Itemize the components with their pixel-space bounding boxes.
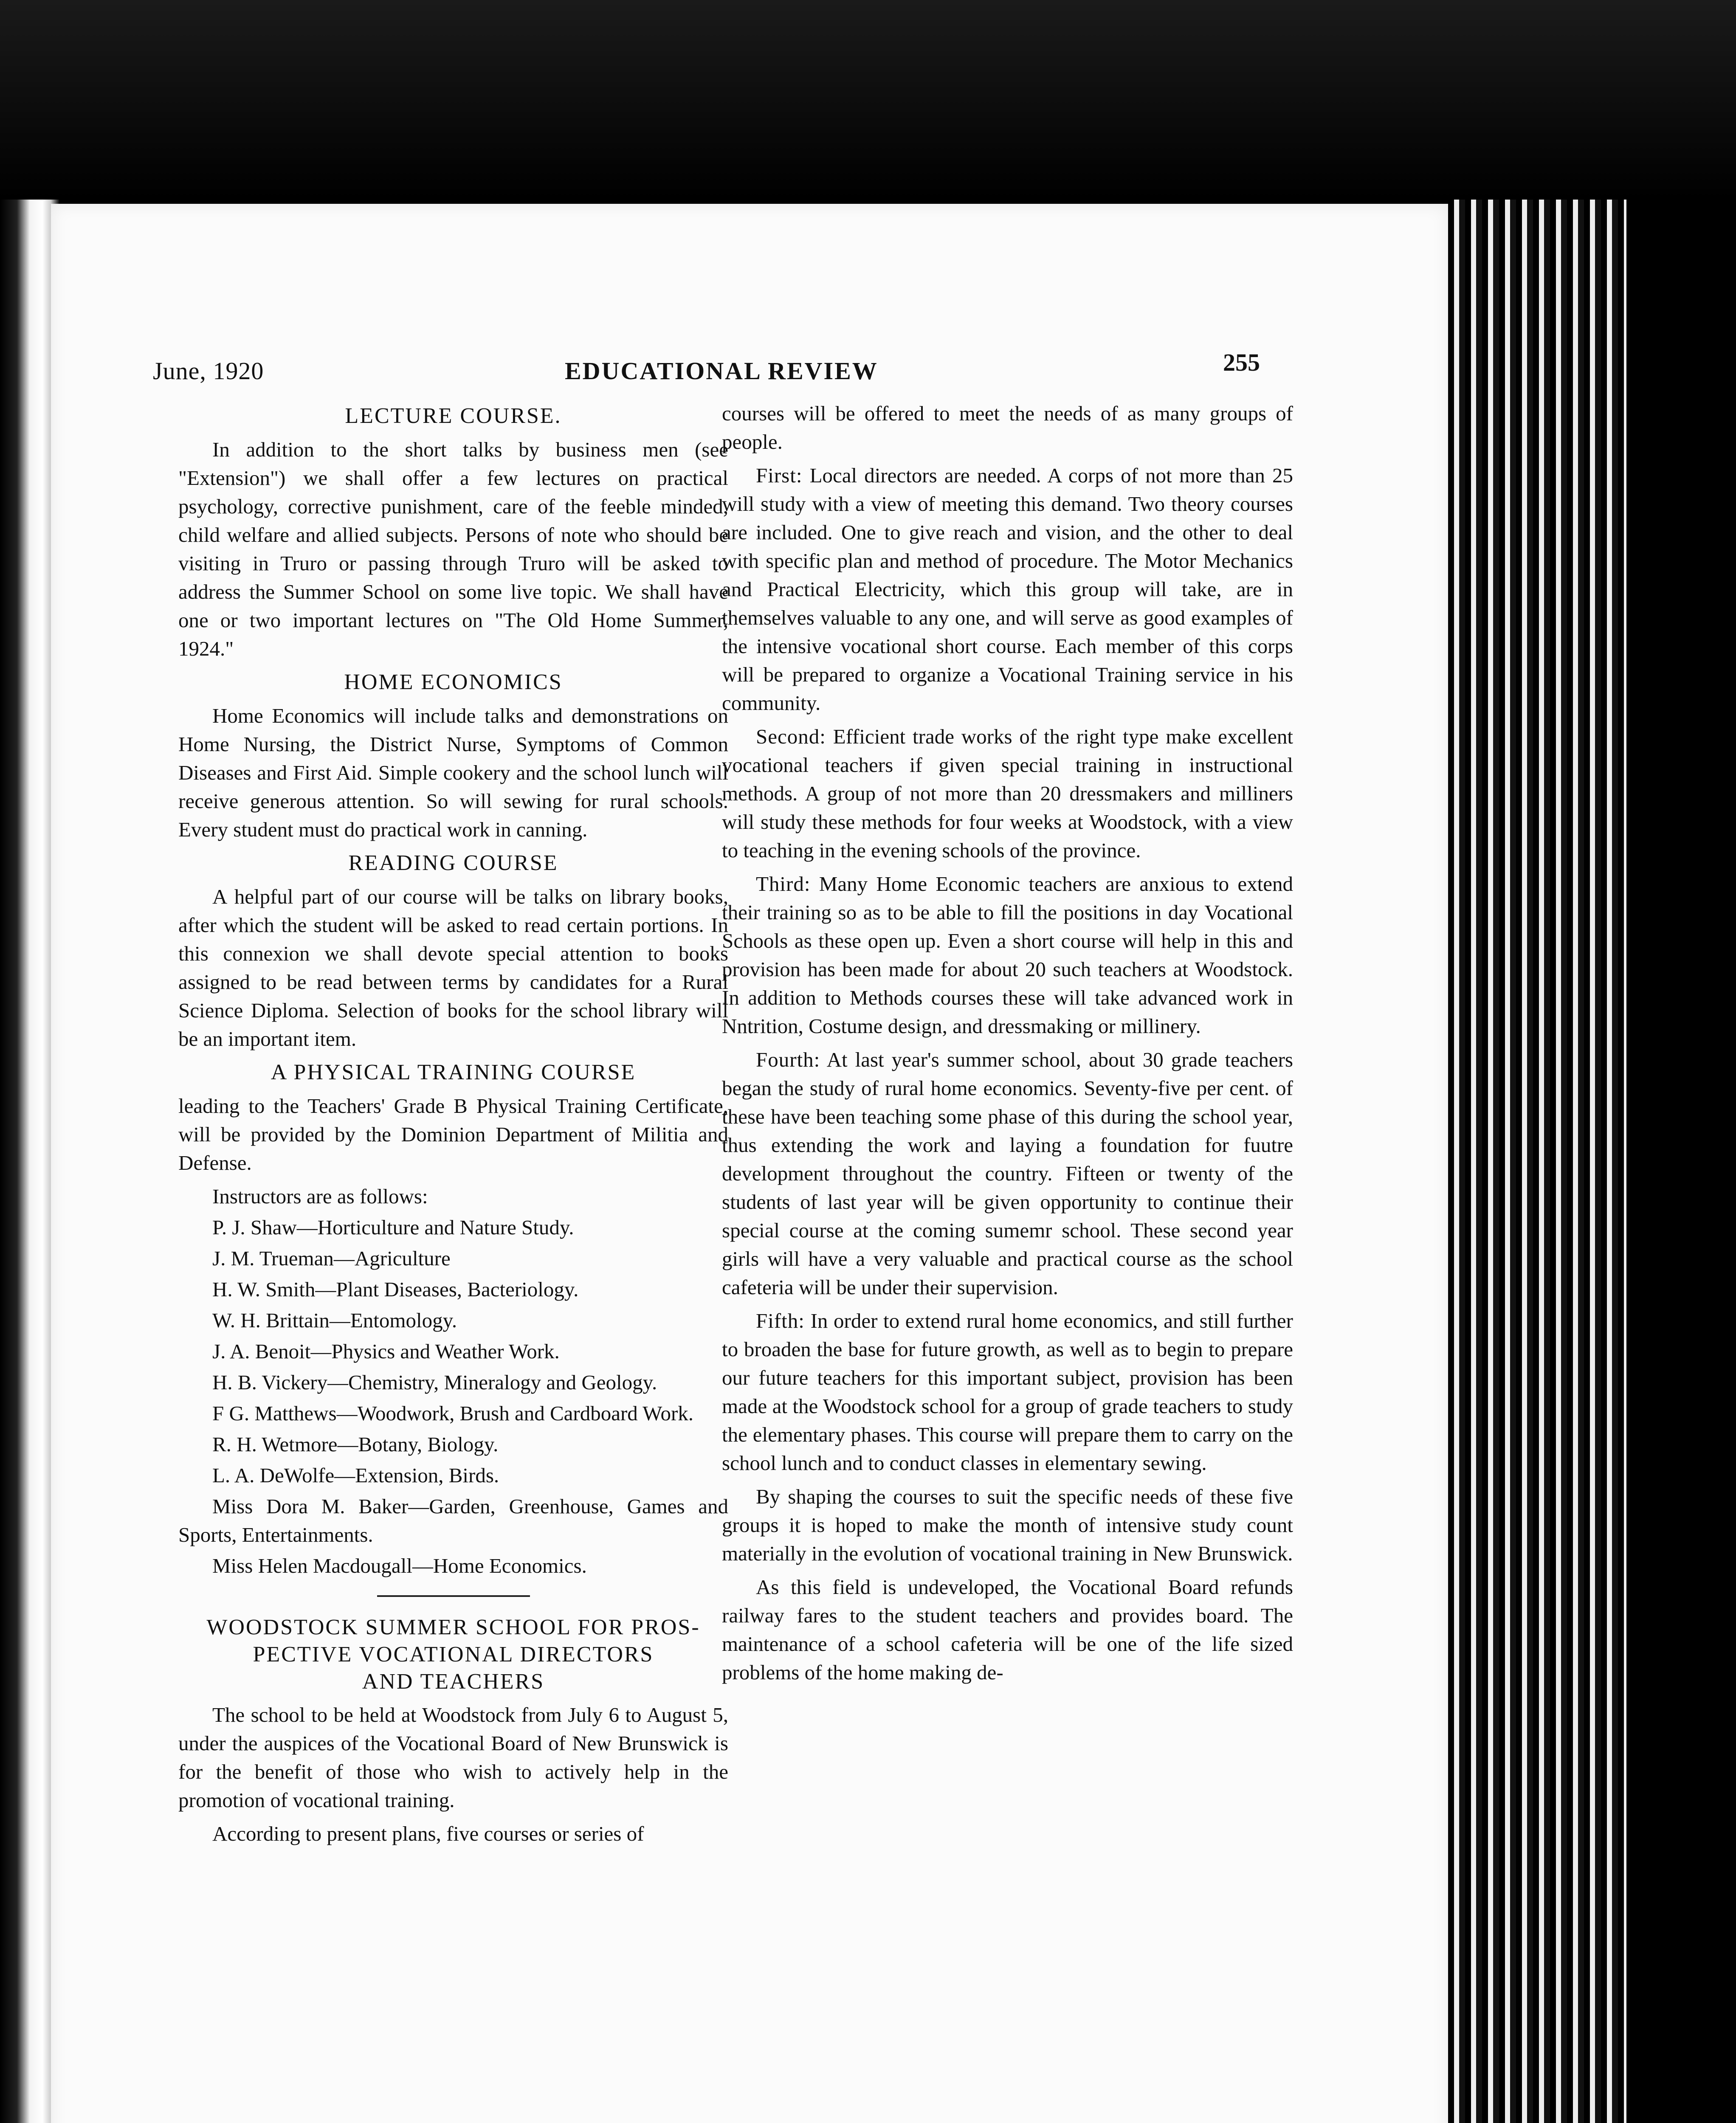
book-page-edges <box>1448 200 1626 2123</box>
section-second <box>722 722 1293 864</box>
scan-background-top <box>0 0 1736 200</box>
reading-course-heading: READING COURSE <box>348 851 558 875</box>
woodstock-heading-line3: AND TEACHERS <box>362 1670 545 1694</box>
instructor-item: Miss Dora M. Baker—Garden, Greenhouse, Games and Sports, Entertainments. <box>178 1495 728 1546</box>
instructor-item: W. H. Brittain—Entomology. <box>212 1309 457 1332</box>
section-text: Many Home Economic teachers are anxious to extend their training so as to be able to fill the positions in day Vocational Schools as these open up. Even a short course will help in this and provision has been made for about 20 such teachers at Woodstock. In addition to Methods courses these will take advanced work in Nntrition, Costume design, and dressmaking or millinery. <box>722 872 1294 1038</box>
section-text: In order to extend rural home economics, and still further to broaden the base for future growth, as well as to begin to prepare our future teachers for this important subject, provision has been made at the Woodstock school for a group of grade teachers to study the elementary phases. This course will prepare them to carry on the school lunch and to conduct classes in elementary sewing. <box>722 1309 1293 1475</box>
section-fourth <box>722 1045 1293 1301</box>
section-first <box>722 461 1293 717</box>
section-label: Fourth: <box>756 1048 820 1071</box>
lecture-course-heading: LECTURE COURSE. <box>345 404 562 428</box>
instructor-item: P. J. Shaw—Horticulture and Nature Study. <box>212 1216 574 1239</box>
home-economics-text: Home Economics will include talks and demonstrations on Home Nursing, the District Nurse, Symptoms of Common Diseases and First Aid. Simple cookery and the school lunch will receive generous attention. So will sewing for rural schools. Every student must do practical work in canning. <box>178 704 728 841</box>
closing-paragraph-1: By shaping the courses to suit the specific needs of these five groups it is hoped to make the month of intensive study count materially in the evolution of vocational training in New Brunswick. <box>722 1485 1293 1565</box>
instructor-item: F G. Matthews—Woodwork, Brush and Cardboard Work. <box>212 1402 694 1425</box>
closing-paragraph-2: As this field is undeveloped, the Vocational Board refunds railway fares to the student teachers and provides board. The maintenance of a school cafeteria will be one of the life sized problems of the home making de- <box>722 1575 1293 1684</box>
lecture-course-text: In addition to the short talks by business men (see "Extension") we shall offer a few lectures on practical psychology, corrective punishment, care of the feeble minded, child welfare and allied subjects. Persons of note who should be visiting in Truro or passing through Truro will be asked to address the Summer School on some live topic. We shall have one or two important lectures on "The Old Home Summer, 1924." <box>178 438 728 660</box>
courses-intro: courses will be offered to meet the needs of as many groups of people. <box>722 402 1293 453</box>
woodstock-heading-line1: WOODSTOCK SUMMER SCHOOL FOR PROS- <box>206 1615 700 1639</box>
section-label: Second: <box>756 725 826 748</box>
section-divider <box>377 1595 530 1597</box>
instructor-item: J. A. Benoit—Physics and Weather Work. <box>212 1340 560 1363</box>
home-economics-heading: HOME ECONOMICS <box>344 670 563 694</box>
section-text: At last year's summer school, about 30 grade teachers began the study of rural home economics. Seventy-five per cent. of these have been teaching some phase of this during the school year, thus extending the work and laying a foundation for fuutre development throughout the country. Fifteen or twenty of the students of last year will be given opportunity to continue their special course at the coming sumemr school. These second year girls will have a very valuable and practical course as the school cafeteria will be under their supervision. <box>722 1048 1293 1299</box>
instructor-item: J. M. Trueman—Agriculture <box>212 1247 451 1270</box>
section-text: Local directors are needed. A corps of not more than 25 will study with a view of meeting this demand. Two theory courses are included. One to give reach and vision, and the other to deal with specific plan and method of procedure. The Motor Mechanics and Practical Electricity, which this group will take, are in themselves valuable to any one, and will serve as good examples of the intensive vocational short course. Each member of this corps will be prepared to organize a Vocational Training service in his community. <box>722 464 1293 715</box>
left-column <box>178 399 728 1853</box>
section-text: Efficient trade works of the right type make excellent vocational teachers if given special training in instructional methods. A group of not more than 20 dressmakers and milliners will study these methods for four weeks at Woodstock, with a view to teaching in the evening schools of the province. <box>722 725 1293 862</box>
instructor-item: H. W. Smith—Plant Diseases, Bacteriology. <box>212 1278 579 1301</box>
section-fifth <box>722 1306 1293 1477</box>
instructor-item: L. A. DeWolfe—Extension, Birds. <box>212 1464 499 1487</box>
right-column <box>722 399 1293 1692</box>
header-date: June, 1920 <box>153 357 264 385</box>
page-header <box>98 348 1265 399</box>
physical-training-text: leading to the Teachers' Grade B Physical Training Certificate, will be provided by the Dominion Department of Militia and Defense. <box>178 1094 728 1174</box>
instructors-list <box>178 1213 728 1580</box>
header-page-number: 255 <box>1223 349 1260 376</box>
woodstock-text-1: The school to be held at Woodstock from July 6 to August 5, under the auspices of the Vocational Board of New Brunswick is for the benefit of those who wish to actively help in the promotion of vocational training. <box>178 1703 728 1812</box>
woodstock-text-2: According to present plans, five courses or series of <box>212 1822 644 1845</box>
section-label: Fifth: <box>756 1309 805 1332</box>
section-label: First: <box>756 464 803 487</box>
woodstock-heading <box>178 1614 728 1695</box>
instructor-item: Miss Helen Macdougall—Home Economics. <box>212 1554 587 1577</box>
section-label: Third: <box>756 872 811 895</box>
reading-course-text: A helpful part of our course will be talks on library books, after which the student will be asked to read certain portions. In this connexion we shall devote special attention to books assigned to be read between terms by candidates for a Rural Science Diploma. Selection of books for the school library will be an important item. <box>178 885 728 1050</box>
physical-training-heading: A PHYSICAL TRAINING COURSE <box>271 1060 636 1084</box>
instructors-intro: Instructors are as follows: <box>212 1185 428 1208</box>
instructor-item: H. B. Vickery—Chemistry, Mineralogy and Geology. <box>212 1371 657 1394</box>
header-journal-title: EDUCATIONAL REVIEW <box>565 357 878 385</box>
book-spine-left <box>0 200 59 2123</box>
section-third <box>722 870 1293 1040</box>
instructor-item: R. H. Wetmore—Botany, Biology. <box>212 1433 499 1456</box>
woodstock-heading-line2: PECTIVE VOCATIONAL DIRECTORS <box>253 1642 654 1667</box>
